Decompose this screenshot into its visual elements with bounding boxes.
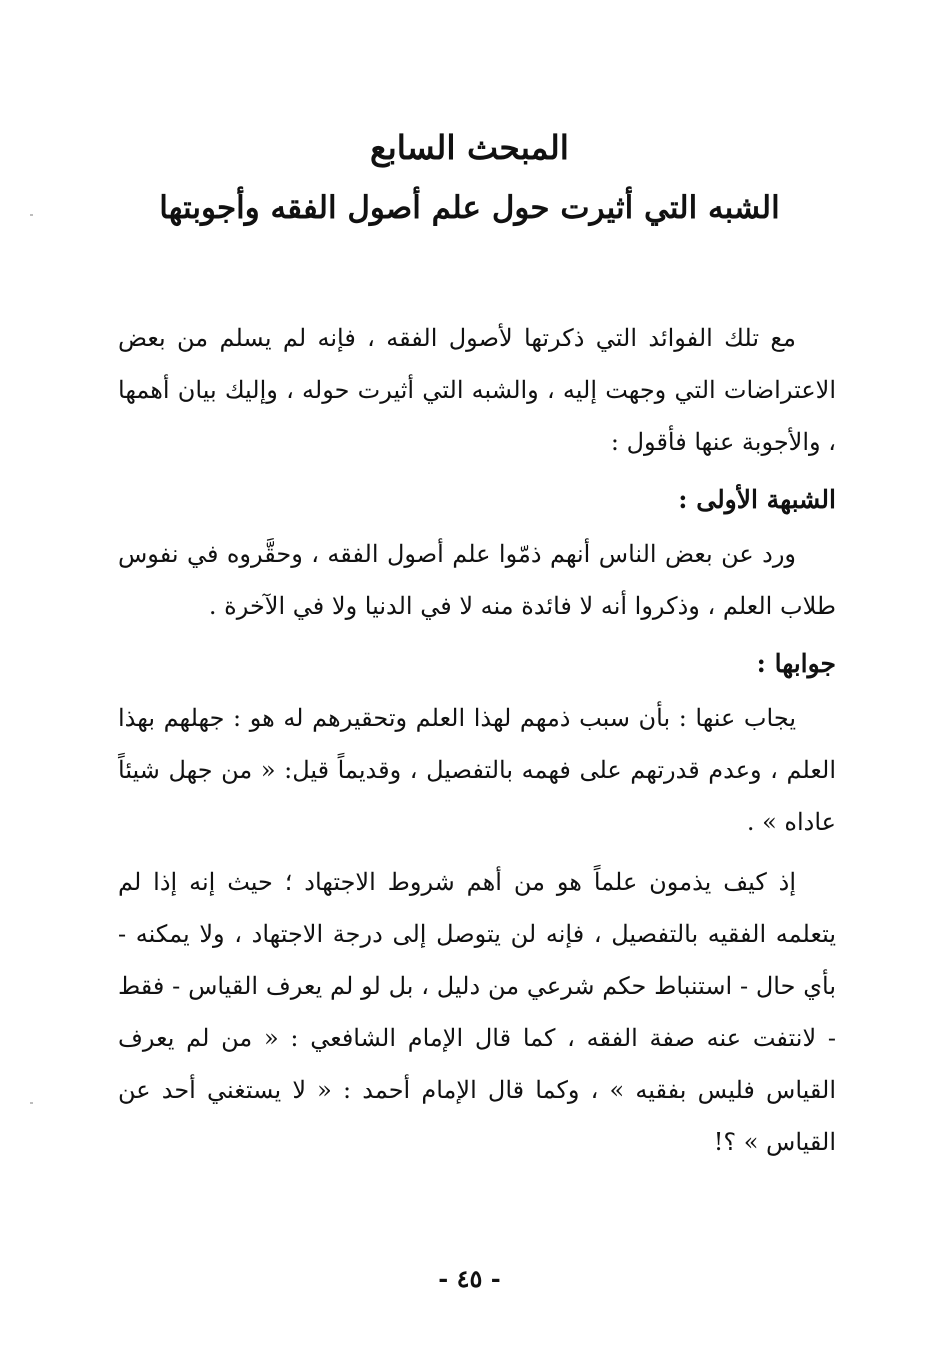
title-block bbox=[0, 118, 939, 238]
answer-paragraph: يجاب عنها : بأن سبب ذمهم لهذا العلم وتحقيرهم له هو : جهلهم بهذا العلم ، وعدم قدرتهم على فهمه بالتفصيل ، وقديماً قيل: « من جهل شيئاً عاداه » . bbox=[118, 704, 836, 836]
intro-paragraph: مع تلك الفوائد التي ذكرتها لأصول الفقه ، فإنه لم يسلم من بعض الاعتراضات التي وجهت إليه ، والشبه التي أثيرت حوله ، وإليك بيان أهمها ، والأجوبة عنها فأقول : bbox=[118, 324, 836, 456]
margin-speck bbox=[30, 1102, 33, 1104]
body-text bbox=[118, 312, 836, 1168]
first-doubt-paragraph: ورد عن بعض الناس أنهم ذمّوا علم أصول الفقه ، وحقَّروه في نفوس طلاب العلم ، وذكروا أنه لا فائدة منه لا في الدنيا ولا في الآخرة . bbox=[118, 540, 836, 620]
page-number: - ٤٥ - bbox=[438, 1264, 501, 1293]
answer-paragraph-2: إذ كيف يذمون علماً هو من أهم شروط الاجتهاد ؛ حيث إنه إذا لم يتعلمه الفقيه بالتفصيل ، فإنه لن يتوصل إلى درجة الاجتهاد ، ولا يمكنه - بأي حال - استنباط حكم شرعي من دليل ، بل لو لم يعرف القياس - فقط - لانتفت عنه صفة الفقه ، كما قال الإمام الشافعي : « من لم يعرف القياس فليس بفقيه » ، وكما قال الإمام أحمد : « لا يستغني أحد عن القياس » ؟! bbox=[118, 868, 837, 1156]
section-subtitle: الشبه التي أثيرت حول علم أصول الفقه وأجوبتها bbox=[159, 190, 780, 226]
answer-heading: جوابها : bbox=[756, 649, 836, 678]
section-title: المبحث السابع bbox=[370, 128, 569, 167]
first-doubt-heading: الشبهة الأولى : bbox=[678, 485, 836, 514]
margin-speck bbox=[30, 214, 33, 216]
